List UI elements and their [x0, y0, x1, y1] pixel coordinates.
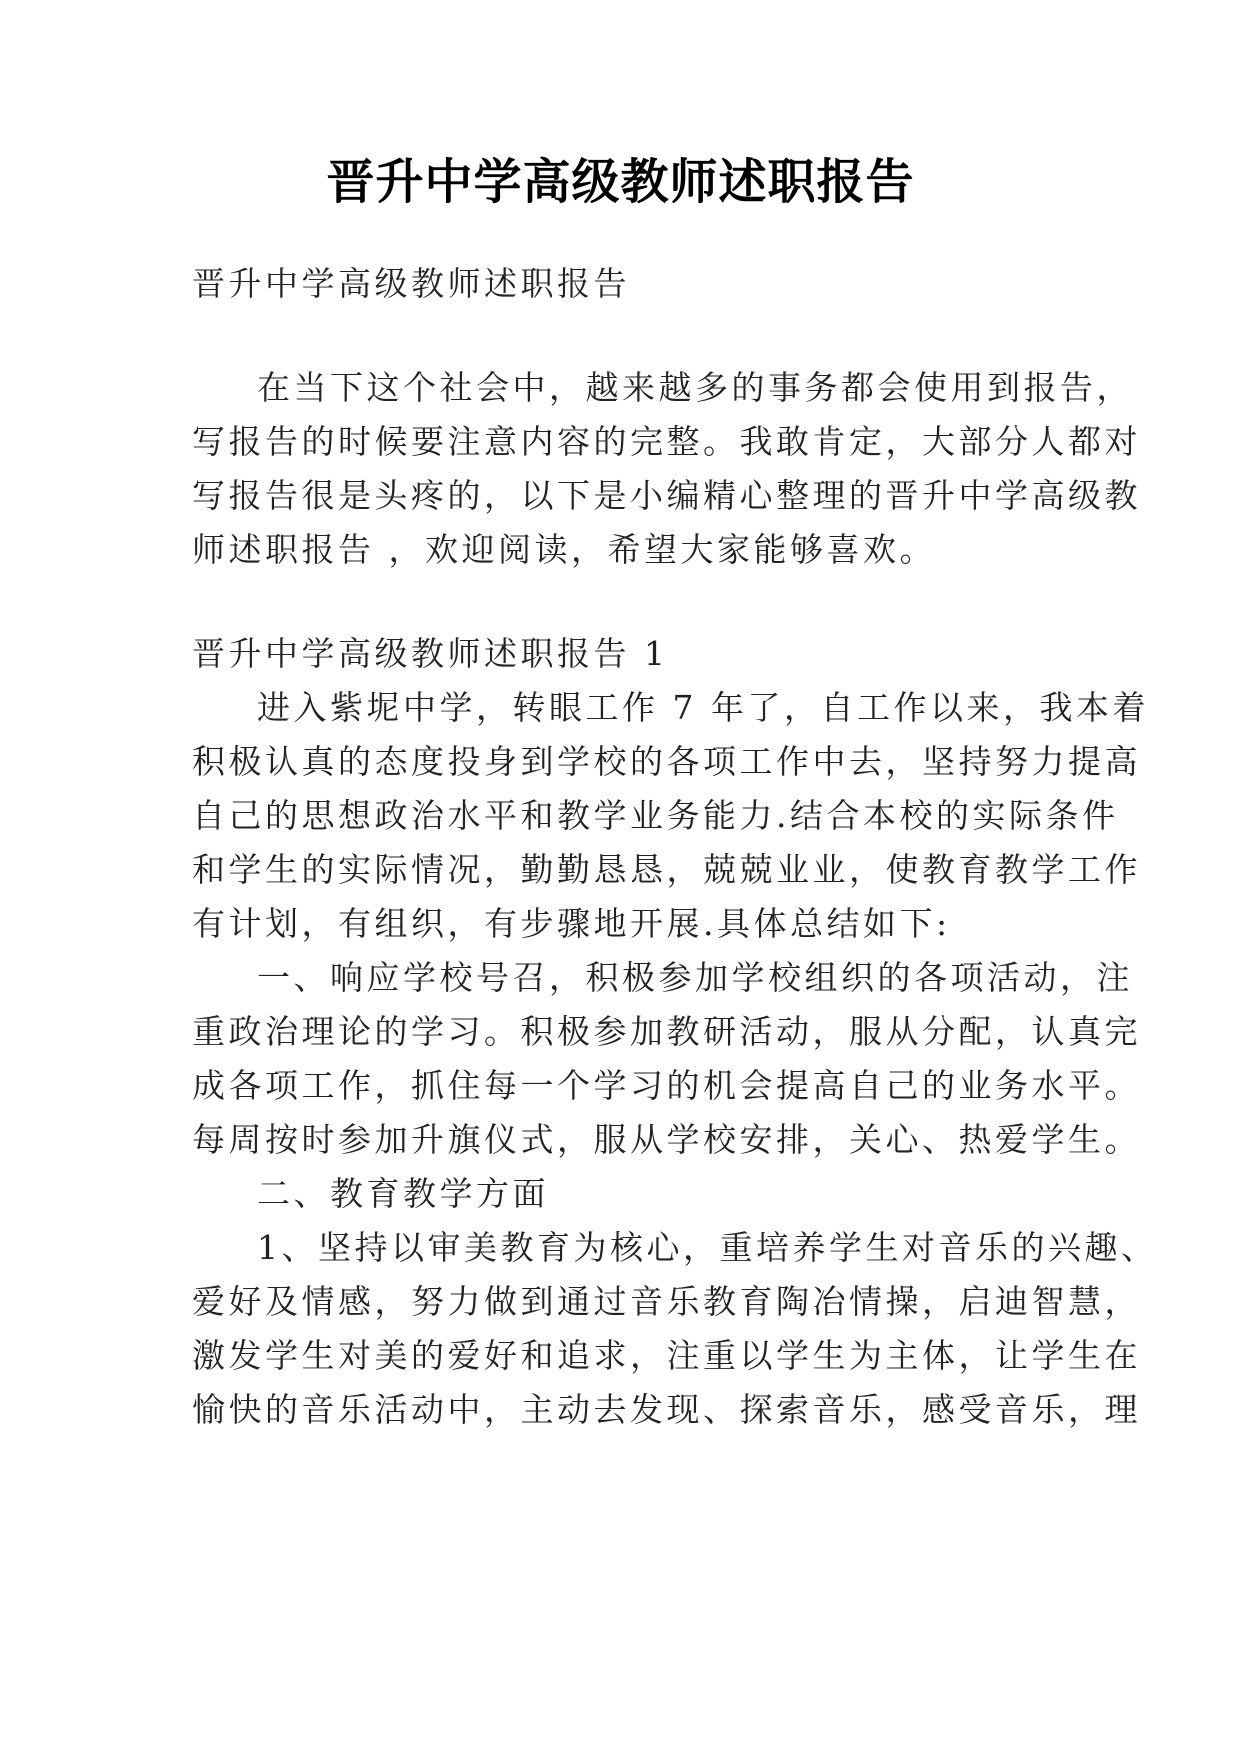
body-paragraph-line: 重政治理论的学习。积极参加教研活动，服从分配，认真完 — [192, 1012, 1141, 1051]
body-paragraph-line: 每周按时参加升旗仪式，服从学校安排，关心、热爱学生。 — [192, 1120, 1141, 1159]
section-heading: 晋升中学高级教师述职报告 1 — [192, 634, 669, 673]
document-title: 晋升中学高级教师述职报告 — [326, 154, 915, 210]
body-paragraph-line: 二、教育教学方面 — [257, 1174, 549, 1213]
body-paragraph-line: 和学生的实际情况，勤勤恳恳，兢兢业业，使教育教学工作 — [192, 850, 1141, 889]
body-paragraph-line: 成各项工作，抓住每一个学习的机会提高自己的业务水平。 — [192, 1066, 1141, 1105]
intro-paragraph-line: 师述职报告 ，欢迎阅读，希望大家能够喜欢。 — [192, 530, 936, 569]
body-paragraph-line: 自己的思想政治水平和教学业务能力.结合本校的实际条件 — [192, 796, 1119, 835]
body-paragraph-line: 愉快的音乐活动中，主动去发现、探索音乐，感受音乐，理 — [192, 1390, 1141, 1429]
document-subtitle: 晋升中学高级教师述职报告 — [192, 264, 630, 303]
body-paragraph-line: 一、响应学校号召，积极参加学校组织的各项活动，注 — [257, 958, 1133, 997]
body-paragraph-line: 有计划，有组织，有步骤地开展.具体总结如下: — [192, 904, 951, 943]
body-paragraph-line: 进入紫坭中学，转眼工作 7 年了，自工作以来，我本着 — [257, 688, 1149, 727]
body-paragraph-line: 积极认真的态度投身到学校的各项工作中去，坚持努力提高 — [192, 742, 1141, 781]
intro-paragraph-line: 在当下这个社会中，越来越多的事务都会使用到报告， — [257, 368, 1133, 407]
body-paragraph-line: 1、坚持以审美教育为核心，重培养学生对音乐的兴趣、 — [257, 1228, 1158, 1267]
body-paragraph-line: 激发学生对美的爱好和追求，注重以学生为主体，让学生在 — [192, 1336, 1141, 1375]
body-paragraph-line: 爱好及情感，努力做到通过音乐教育陶冶情操，启迪智慧， — [192, 1282, 1141, 1321]
intro-paragraph-line: 写报告很是头疼的，以下是小编精心整理的晋升中学高级教 — [192, 476, 1141, 515]
intro-paragraph-line: 写报告的时候要注意内容的完整。我敢肯定，大部分人都对 — [192, 422, 1141, 461]
